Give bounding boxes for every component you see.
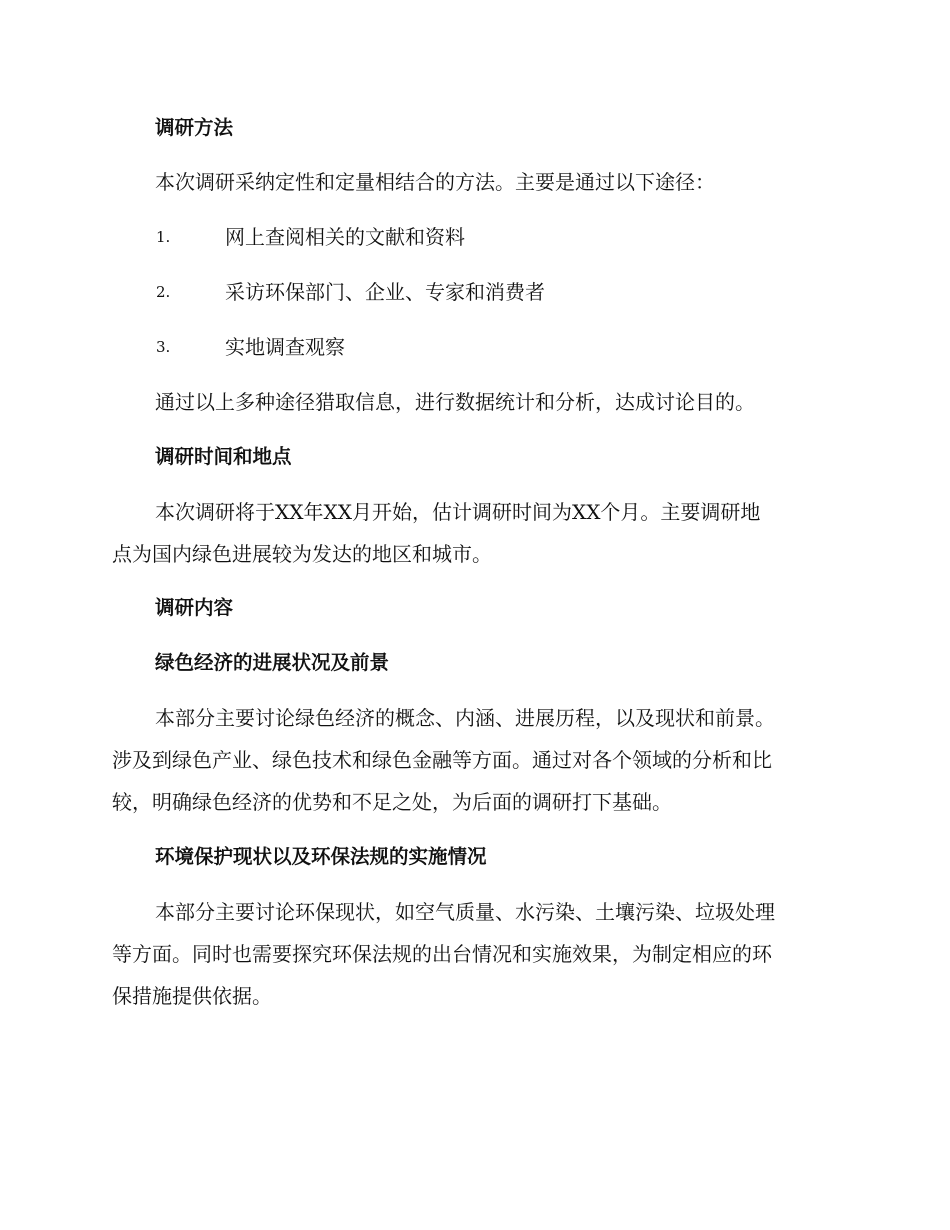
- subsection-heading-environment: 环境保护现状以及环保法规的实施情况: [155, 845, 487, 868]
- environment-paragraph-line: 保措施提供依据。: [112, 984, 272, 1008]
- list-text: 采访环保部门、企业、专家和消费者: [225, 280, 545, 304]
- green-economy-paragraph-line: 涉及到绿色产业、绿色技术和绿色金融等方面。通过对各个领域的分析和比: [112, 748, 772, 772]
- time-place-paragraph-line: 点为国内绿色进展较为发达的地区和城市。: [112, 542, 492, 566]
- time-place-paragraph-line: 本次调研将于XX年XX月开始，估计调研时间为XX个月。主要调研地: [155, 500, 761, 524]
- section-heading-content: 调研内容: [155, 596, 234, 619]
- methods-conclusion: 通过以上多种途径猎取信息，进行数据统计和分析，达成讨论目的。: [155, 390, 755, 414]
- section-heading-time-place: 调研时间和地点: [155, 445, 292, 468]
- subsection-heading-green-economy: 绿色经济的进展状况及前景: [155, 651, 390, 674]
- section-heading-methods: 调研方法: [155, 116, 234, 139]
- green-economy-paragraph-line: 较，明确绿色经济的优势和不足之处，为后面的调研打下基础。: [112, 790, 672, 814]
- list-text: 网上查阅相关的文献和资料: [225, 225, 465, 249]
- environment-paragraph-line: 本部分主要讨论环保现状，如空气质量、水污染、土壤污染、垃圾处理: [155, 900, 775, 924]
- list-number: 2.: [156, 283, 171, 301]
- green-economy-paragraph-line: 本部分主要讨论绿色经济的概念、内涵、进展历程，以及现状和前景。: [155, 706, 775, 730]
- list-number: 3.: [156, 338, 171, 356]
- methods-intro: 本次调研采纳定性和定量相结合的方法。主要是通过以下途径：: [155, 170, 715, 194]
- list-number: 1.: [156, 228, 171, 246]
- list-text: 实地调查观察: [225, 335, 345, 359]
- environment-paragraph-line: 等方面。同时也需要探究环保法规的出台情况和实施效果，为制定相应的环: [112, 942, 772, 966]
